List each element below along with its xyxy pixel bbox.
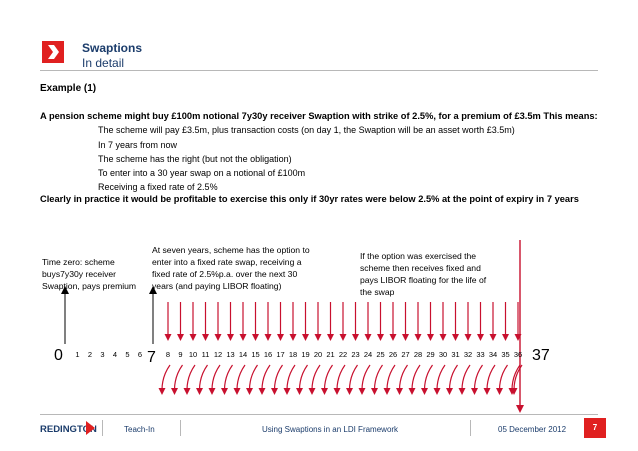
libor-payment-arrowhead (496, 388, 503, 395)
bullet-item: In 7 years from now (98, 140, 178, 150)
fixed-receipt-arrowhead (490, 334, 497, 341)
libor-payment-arrow (162, 365, 170, 390)
conclusion-paragraph: Clearly in practice it would be profitable to exercise this only if 30yr rates were below 2.5% at the point of expiry in 7 years (40, 194, 579, 204)
libor-payment-arrow (462, 365, 470, 390)
year-label: 31 (451, 350, 460, 359)
year-label: 21 (326, 350, 335, 359)
libor-payment-arrowhead (409, 388, 416, 395)
fixed-receipt-arrowhead (215, 334, 222, 341)
footer-logo-arrow-icon (86, 421, 95, 435)
libor-payment-arrowhead (346, 388, 353, 395)
year-label: 32 (463, 350, 473, 359)
fixed-receipt-arrowhead (290, 334, 297, 341)
year-label: 17 (276, 350, 285, 359)
year-label: 22 (338, 350, 348, 359)
libor-payment-arrow (212, 365, 220, 390)
slide-subtitle: In detail (82, 56, 125, 70)
fixed-receipt-arrowhead (177, 334, 184, 341)
time-zero-note: Time zero: scheme buys7y30y receiver Swaption, pays premium (42, 257, 137, 291)
year-label: 9 (178, 350, 183, 359)
libor-payment-arrowhead (171, 388, 178, 395)
libor-payment-arrow (187, 365, 195, 390)
libor-payment-arrow (387, 365, 395, 390)
fixed-receipt-arrowhead (327, 334, 334, 341)
fixed-receipt-arrowhead (202, 334, 209, 341)
bullet-item: Receiving a fixed rate of 2.5% (98, 182, 218, 192)
libor-payment-arrow (237, 365, 245, 390)
libor-payment-arrow (450, 365, 458, 390)
libor-payment-arrow (200, 365, 208, 390)
timeline-start-label: 0 (54, 347, 63, 364)
fixed-receipt-arrowhead (390, 334, 397, 341)
libor-payment-arrowhead (246, 388, 253, 395)
year-label: 19 (301, 350, 310, 359)
libor-payment-arrow (500, 365, 508, 390)
fixed-receipt-arrowhead (352, 334, 359, 341)
libor-payment-arrowhead (434, 388, 441, 395)
libor-payment-arrow (287, 365, 295, 390)
fixed-receipt-arrowhead (427, 334, 434, 341)
timeline-end-label: 37 (532, 347, 550, 364)
libor-payment-arrow (475, 365, 483, 390)
year-label: 15 (251, 350, 260, 359)
libor-payment-arrow (425, 365, 433, 390)
year-label: 23 (351, 350, 360, 359)
libor-payment-arrow (225, 365, 233, 390)
example-heading: Example (1) (40, 83, 97, 94)
libor-payment-arrow (487, 365, 495, 390)
final-exchange-arrowhead (516, 405, 524, 413)
fixed-receipt-arrowhead (415, 334, 422, 341)
fixed-receipt-arrowhead (477, 334, 484, 341)
libor-payment-arrowhead (421, 388, 428, 395)
footer-date: 05 December 2012 (498, 425, 567, 434)
libor-payment-arrowhead (234, 388, 241, 395)
libor-payment-arrow (412, 365, 420, 390)
footer-center: Using Swaptions in an LDI Framework (262, 425, 399, 434)
libor-payment-arrowhead (296, 388, 303, 395)
lead-paragraph: A pension scheme might buy £100m notional 7y30y receiver Swaption with strike of 2.5%, for a premium of £3.5m This means: (40, 111, 598, 121)
libor-payment-arrow (362, 365, 370, 390)
libor-payment-arrowhead (284, 388, 291, 395)
libor-payment-arrow (250, 365, 258, 390)
libor-payment-arrowhead (334, 388, 341, 395)
libor-payment-arrow (262, 365, 270, 390)
libor-payment-arrow (350, 365, 358, 390)
year-label: 2 (87, 350, 93, 359)
libor-payment-arrowhead (209, 388, 216, 395)
libor-payment-arrow (312, 365, 320, 390)
libor-payment-arrowhead (396, 388, 403, 395)
libor-payment-arrowhead (371, 388, 378, 395)
libor-payment-arrowhead (271, 388, 278, 395)
libor-payment-arrowhead (221, 388, 228, 395)
year-label: 12 (213, 350, 223, 359)
year-label: 14 (238, 350, 248, 359)
libor-payment-arrowhead (484, 388, 491, 395)
fixed-receipt-arrowhead (377, 334, 384, 341)
year-label: 8 (165, 350, 171, 359)
fixed-receipt-arrowhead (465, 334, 472, 341)
libor-payment-arrowhead (309, 388, 316, 395)
fixed-receipt-arrowhead (302, 334, 309, 341)
libor-payment-arrow (175, 365, 183, 390)
libor-payment-arrow (437, 365, 445, 390)
libor-payment-arrow (337, 365, 345, 390)
fixed-receipt-arrowhead (315, 334, 322, 341)
year-label: 18 (288, 350, 298, 359)
footer-separator (470, 420, 471, 436)
libor-payment-arrow (325, 365, 333, 390)
fixed-receipt-arrowhead (165, 334, 172, 341)
year-label: 35 (501, 350, 510, 359)
bullet-item: To enter into a 30 year swap on a notional of £100m (98, 168, 306, 178)
libor-payment-arrowhead (471, 388, 478, 395)
year-label: 36 (513, 350, 523, 359)
year-label: 27 (401, 350, 410, 359)
bullet-item: The scheme will pay £3.5m, plus transaction costs (on day 1, the Swaption will be an asset worth £3.5m) (98, 125, 515, 135)
year-label: 10 (188, 350, 198, 359)
footer-separator (180, 420, 181, 436)
libor-payment-arrowhead (196, 388, 203, 395)
fixed-receipt-arrowhead (340, 334, 347, 341)
fixed-receipt-arrowhead (365, 334, 372, 341)
year-label: 3 (100, 350, 105, 359)
libor-payment-arrowhead (459, 388, 466, 395)
libor-payment-arrow (300, 365, 308, 390)
fixed-receipt-arrowhead (277, 334, 284, 341)
year-label: 29 (426, 350, 435, 359)
footer-separator (102, 420, 103, 436)
libor-payment-arrowhead (159, 388, 166, 395)
year-label: 20 (313, 350, 323, 359)
footer-brand: REDINGTON (40, 424, 97, 435)
fixed-receipt-arrowhead (452, 334, 459, 341)
libor-payment-arrowhead (446, 388, 453, 395)
libor-payment-arrow (275, 365, 283, 390)
year-label: 4 (112, 350, 118, 359)
libor-payment-arrow (375, 365, 383, 390)
year-label: 11 (201, 350, 210, 359)
fixed-receipt-arrowhead (265, 334, 272, 341)
libor-payment-arrowhead (184, 388, 191, 395)
year-label: 16 (263, 350, 273, 359)
year-label: 5 (125, 350, 130, 359)
year-label: 26 (388, 350, 398, 359)
libor-payment-arrowhead (384, 388, 391, 395)
year-label: 24 (363, 350, 373, 359)
year-label: 25 (376, 350, 385, 359)
year-label: 13 (226, 350, 235, 359)
fixed-receipt-arrowhead (227, 334, 234, 341)
year-seven-note: At seven years, scheme has the option to enter into a fixed rate swap, receiving a fixed rate of 2.5%p.a. over the next 30 years (and paying LIBOR floating) (152, 245, 310, 291)
slide-title: Swaptions (82, 41, 143, 55)
year-label: 33 (476, 350, 485, 359)
page-number: 7 (584, 418, 606, 438)
year-label: 34 (488, 350, 498, 359)
libor-payment-arrowhead (321, 388, 328, 395)
year-label: 28 (413, 350, 423, 359)
exercised-note: If the option was exercised the scheme then receives fixed and pays LIBOR floating for the life of the swap (360, 251, 487, 297)
year-label: 30 (438, 350, 448, 359)
timeline-expiry-label: 7 (147, 349, 156, 366)
fixed-receipt-arrowhead (502, 334, 509, 341)
bullet-item: The scheme has the right (but not the obligation) (98, 154, 292, 164)
fixed-receipt-arrowhead (252, 334, 259, 341)
libor-payment-arrowhead (259, 388, 266, 395)
year-label: 6 (137, 350, 143, 359)
libor-payment-arrowhead (359, 388, 366, 395)
year-label: 1 (75, 350, 80, 359)
fixed-receipt-arrowhead (190, 334, 197, 341)
footer-left: Teach-In (124, 425, 155, 434)
fixed-receipt-arrowhead (440, 334, 447, 341)
fixed-receipt-arrowhead (240, 334, 247, 341)
libor-payment-arrow (400, 365, 408, 390)
fixed-receipt-arrowhead (402, 334, 409, 341)
footer-divider (40, 414, 598, 415)
